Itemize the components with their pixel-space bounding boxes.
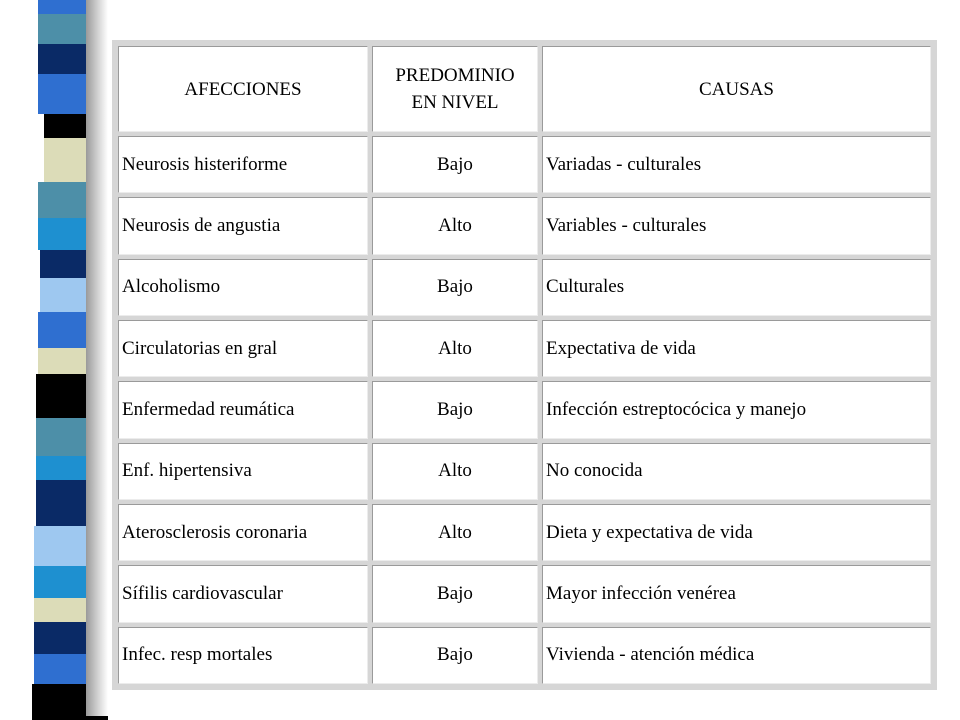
cell-causa: Vivienda - atención médica xyxy=(542,627,931,684)
table-row xyxy=(118,627,931,684)
cell-nivel: Bajo xyxy=(372,565,538,622)
cell-afeccion: Sífilis cardiovascular xyxy=(118,565,368,622)
header-predominio xyxy=(372,46,538,132)
cell-afeccion: Enf. hipertensiva xyxy=(118,443,368,500)
header-afecciones: AFECCIONES xyxy=(118,46,368,132)
afecciones-table-frame xyxy=(112,40,937,690)
cell-causa: No conocida xyxy=(542,443,931,500)
cell-afeccion: Neurosis de angustia xyxy=(118,197,368,254)
bottom-rule xyxy=(86,716,108,720)
cell-nivel: Alto xyxy=(372,320,538,377)
cell-nivel: Alto xyxy=(372,443,538,500)
table-header-row xyxy=(118,46,931,132)
cell-causa: Variables - culturales xyxy=(542,197,931,254)
cell-causa: Expectativa de vida xyxy=(542,320,931,377)
cell-afeccion: Neurosis histeriforme xyxy=(118,136,368,193)
header-predominio-line2: EN NIVEL xyxy=(411,92,499,113)
header-causas: CAUSAS xyxy=(542,46,931,132)
afecciones-table xyxy=(114,42,935,688)
table-row xyxy=(118,197,931,254)
cell-afeccion: Circulatorias en gral xyxy=(118,320,368,377)
cell-nivel: Bajo xyxy=(372,136,538,193)
table-row xyxy=(118,565,931,622)
cell-afeccion: Enfermedad reumática xyxy=(118,381,368,438)
table-row xyxy=(118,504,931,561)
cell-nivel: Alto xyxy=(372,504,538,561)
cell-causa: Variadas - culturales xyxy=(542,136,931,193)
cell-nivel: Bajo xyxy=(372,627,538,684)
stripe-band-shadow xyxy=(86,0,108,720)
table-row xyxy=(118,443,931,500)
table-row xyxy=(118,320,931,377)
decorative-stripe-band xyxy=(30,0,88,720)
cell-causa: Mayor infección venérea xyxy=(542,565,931,622)
cell-nivel: Bajo xyxy=(372,259,538,316)
cell-nivel: Alto xyxy=(372,197,538,254)
cell-causa: Infección estreptocócica y manejo xyxy=(542,381,931,438)
header-predominio-line1: PREDOMINIO xyxy=(395,65,515,86)
table-row xyxy=(118,136,931,193)
cell-causa: Dieta y expectativa de vida xyxy=(542,504,931,561)
cell-afeccion: Alcoholismo xyxy=(118,259,368,316)
table-row xyxy=(118,259,931,316)
cell-afeccion: Infec. resp mortales xyxy=(118,627,368,684)
cell-nivel: Bajo xyxy=(372,381,538,438)
cell-causa: Culturales xyxy=(542,259,931,316)
cell-afeccion: Aterosclerosis coronaria xyxy=(118,504,368,561)
table-row xyxy=(118,381,931,438)
